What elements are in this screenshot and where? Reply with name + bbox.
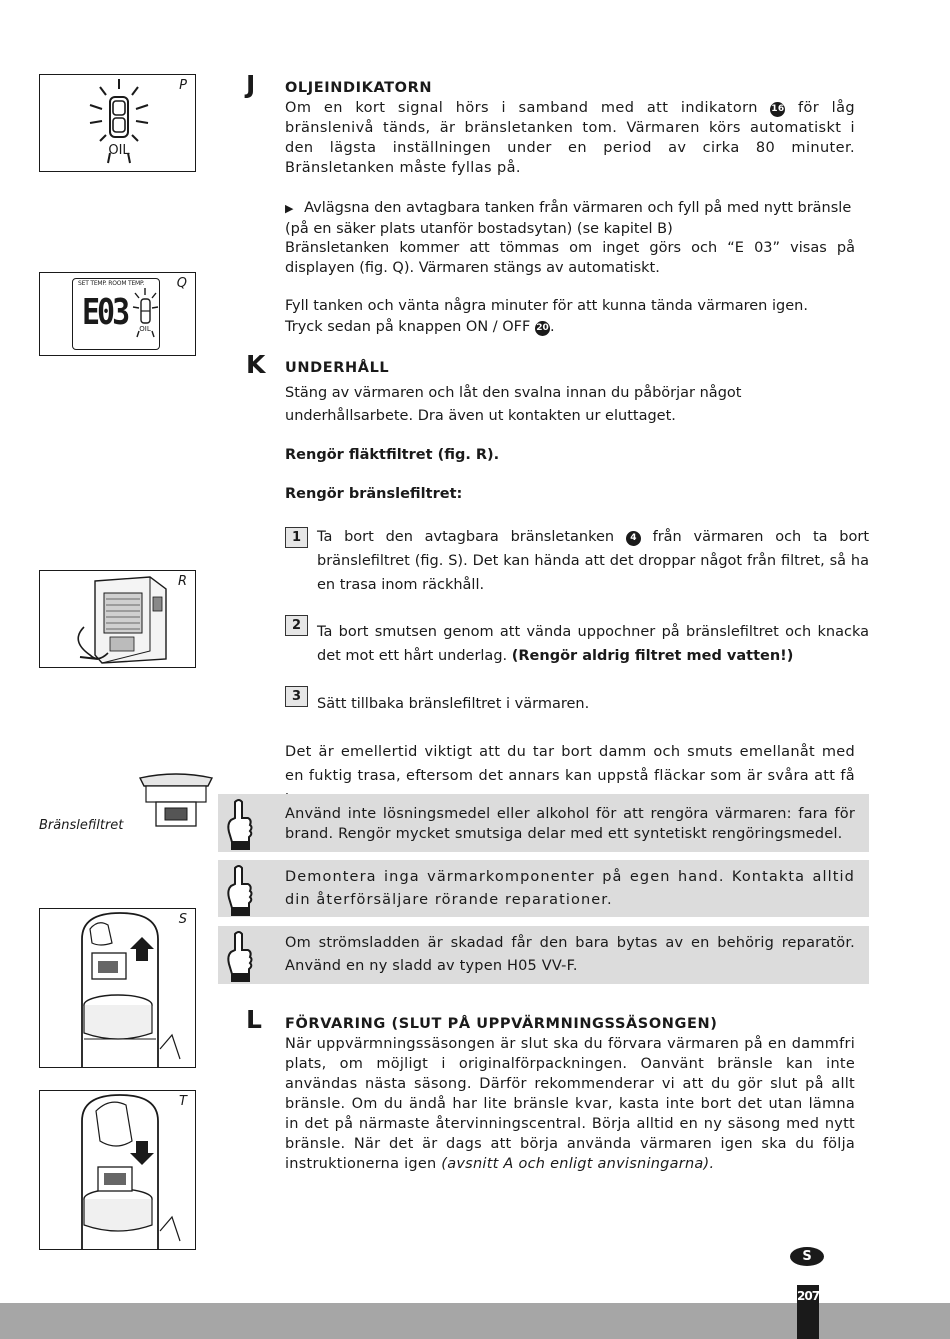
text-fragment: När uppvärmningssäsongen är slut ska du förvara värmaren på en dammfri plats, om möjligt i originalförpackningen. Oanvänt bränsle kan inte användas nästa säsong. Därför rekommenderar vi att du gör slut på allt bränsle. Om du ändå har lite bränsle kvar, kasta inte bort det utan lämna in det på närmaste återvinningscentral. Börja alltid en ny säsong med nytt bränsle. När det är dags att börja använda värmaren igen ska du följa instruktionerna igen — [285, 1036, 855, 1172]
oil-indicator-paragraph — [285, 98, 855, 178]
display-top-label: SET TEMP. ROOM TEMP. — [78, 280, 145, 287]
oil-indicator-icon — [40, 75, 195, 171]
section-letter-k: K — [246, 350, 266, 379]
svg-text:OIL: OIL — [139, 325, 151, 333]
triangle-bullet-icon: ▶ — [285, 202, 294, 215]
step-number-2: 2 — [285, 615, 308, 636]
indicator-16-badge: 16 — [770, 102, 785, 117]
warning-box-1 — [218, 794, 869, 852]
bullet-item — [285, 198, 865, 239]
step-3-text: Sätt tillbaka bränslefiltret i värmaren. — [317, 696, 590, 712]
figure-letter: P — [179, 78, 187, 93]
section-heading-forvaring: FÖRVARING (SLUT PÅ UPPVÄRMNINGSSÄSONGEN) — [285, 1016, 718, 1032]
pointing-hand-warning-icon — [222, 798, 256, 852]
pointing-hand-warning-icon — [222, 864, 256, 918]
storage-paragraph — [285, 1034, 855, 1174]
blinking-oil-icon — [132, 287, 160, 345]
page-number: 207 — [797, 1285, 819, 1339]
display-error-code: E03 — [82, 291, 128, 334]
heater-back-illustration — [40, 571, 195, 667]
tank-empty-paragraph: Bränsletanken kommer att tömmas om inget görs och “E 03” visas på displayen (fig. Q). Värmaren stängs av automatiskt. — [285, 240, 855, 276]
figure-letter: T — [179, 1094, 187, 1109]
text-fragment-bold: (Rengör aldrig filtret med vatten!) — [511, 648, 794, 664]
figure-s-remove-filter — [39, 908, 196, 1068]
text-fragment: . — [549, 319, 555, 335]
section-heading-oljeindikatorn: OLJEINDIKATORN — [285, 80, 433, 96]
step-1-text — [317, 525, 869, 597]
clean-filter-illustration — [40, 1091, 195, 1249]
step-number-1: 1 — [285, 527, 308, 548]
text-fragment: för låg bränslenivå tänds, är bränsletanken tom. Värmaren körs automatiskt i den lägsta inställningen under en period av cirka 80 minuter. Bränsletanken måste fyllas på. — [285, 100, 855, 176]
subheading-fuel-filter: Rengör bränslefiltret: — [285, 486, 463, 502]
refill-line2: Tryck sedan på knappen ON / OFF — [285, 319, 531, 335]
language-badge: S — [790, 1247, 824, 1266]
section-letter-l: L — [246, 1005, 262, 1034]
on-off-20-badge: 20 — [535, 321, 550, 336]
figure-t-clean-filter — [39, 1090, 196, 1250]
maintenance-intro: Stäng av värmaren och låt den svalna innan du påbörjar något underhållsarbete. Dra även ut kontakten ur eluttaget. — [285, 385, 742, 424]
refill-line1: Fyll tanken och vänta några minuter för att kunna tända värmaren igen. — [285, 298, 808, 314]
section-letter-j: J — [246, 70, 256, 99]
warning-box-3 — [218, 926, 869, 984]
figure-letter: S — [178, 912, 187, 927]
refill-paragraph — [285, 296, 865, 338]
section-heading-underhall: UNDERHÅLL — [285, 360, 390, 376]
text-fragment: Om en kort signal hörs i samband med att indikatorn — [285, 100, 758, 116]
text-fragment-italic: (avsnitt A och enligt anvisningarna). — [441, 1156, 715, 1172]
step-number-3: 3 — [285, 686, 308, 707]
cleaning-note: Det är emellertid viktigt att du tar bort damm och smuts emellanåt med en fuktig trasa, eftersom det annars kan uppstå fläckar som är svåra att få — [285, 744, 855, 784]
warning-text-3: Om strömsladden är skadad får den bara bytas av en behörig reparatör. Använd en ny sladd av typen H05 VV-F. — [285, 935, 855, 974]
remove-filter-illustration — [40, 909, 195, 1067]
warning-box-2 — [218, 860, 869, 917]
pointing-hand-warning-icon — [222, 930, 256, 984]
svg-text:OIL: OIL — [108, 143, 130, 158]
step-2-text — [317, 620, 869, 668]
text-fragment: från värmaren och ta bort bränslefiltret (fig. S). Det kan hända att det droppar något från filtret, så ha en trasa inom räckhåll. — [317, 529, 870, 593]
figure-letter: R — [177, 574, 187, 589]
fuel-filter-illustration — [138, 772, 214, 828]
fuel-filter-caption: Bränslefiltret — [39, 818, 124, 833]
warning-text-1: Använd inte lösningsmedel eller alkohol för att rengöra värmaren: fara för brand. Rengör mycket smutsiga delar med ett syntetiskt rengöringsmedel. — [285, 806, 855, 842]
bullet-text-line2: (på en säker plats utanför bostadsytan) (se kapitel B) — [285, 221, 673, 237]
tank-4-badge: 4 — [626, 531, 641, 546]
text-fragment: Ta bort den avtagbara bränsletanken — [317, 529, 615, 545]
figure-r-heater-back — [39, 570, 196, 668]
bullet-text: Avlägsna den avtagbara tanken från värmaren och fyll på med nytt bränsle — [304, 200, 852, 216]
figure-letter: Q — [176, 276, 187, 291]
figure-p-oil-indicator — [39, 74, 196, 172]
subheading-fan-filter: Rengör fläktfiltret (fig. R). — [285, 447, 500, 463]
figure-q-display-e03 — [39, 272, 196, 356]
warning-text-2: Demontera inga värmarkomponenter på egen hand. Kontakta alltid din återförsäljare rörande reparationer. — [285, 869, 855, 908]
text-fragment: Ta bort smutsen genom att vända uppochner på bränslefiltret och knacka det mot ett hårt underlag. — [317, 624, 869, 664]
